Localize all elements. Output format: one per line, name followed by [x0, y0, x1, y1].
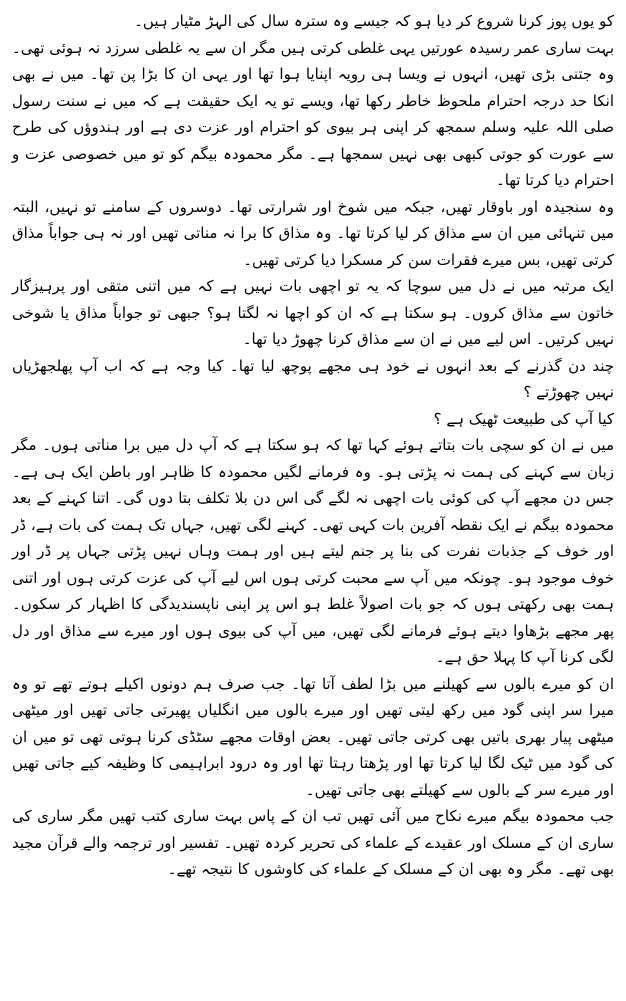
paragraph-4: ایک مرتبہ میں نے دل میں سوچا کہ یہ تو اچھی بات نہیں ہے کہ میں اتنی متقی اور پرہیزگار خاتون سے مذاق کروں۔ ہو سکتا ہے کہ ان کو اچھا نہ لگتا ہو؟ جبھی تو جواباً مذاق یا شوخی نہیں کرتیں۔ اس لیے میں نے ان سے مذاق کرنا چھوڑ دیا تھا۔	[12, 277, 614, 348]
paragraph-6: کیا آپ کی طبیعت ٹھیک ہے ؟	[433, 409, 614, 428]
paragraph-3: وہ سنجیدہ اور باوقار تھیں، جبکہ میں شوخ اور شرارتی تھا۔ دوسروں کے سامنے تو نہیں، البتہ میں تنہائی میں ان سے مذاق کر لیا کرتا تھا۔ وہ مذاق کا برا نہ مناتی تھیں اور نہ ہی جواباً مذاق کرتی تھیں، بس میرے فقرات سن کر مسکرا دیا کرتی تھیں۔	[12, 197, 614, 269]
paragraph-7: میں نے ان کو سچی بات بتاتے ہوئے کہا تھا کہ ہو سکتا ہے کہ آپ دل میں برا مناتی ہوں۔ مگر زبان سے کہنے کی ہمت نہ پڑتی ہو۔ وہ فرمانے لگیں محمودہ کا ظاہر اور باطن ایک ہی ہے۔ جس دن مجھے آپ کی کوئی بات اچھی نہ لگے گی اس دن بلا تکلف بتا دوں گی۔ اتنا کہنے کے بعد محمودہ بیگم نے ایک نقطہ آفرین بات کہی تھی۔ کہنے لگی تھیں، جہاں تک ہمت کی بات ہے، ڈر اور خوف کے جذبات نفرت کی بنا پر جنم لیتے ہیں اور ہمت وہاں نہیں پڑتی جہاں پر ڈر اور خوف موجود ہو۔ چونکہ میں آپ سے محبت کرتی ہوں اس لیے آپ کی عزت کرتی ہوں اور اتنی ہمت بھی رکھتی ہوں کہ جو بات اصولاً غلط ہو اس پر اپنی ناپسندیدگی کا اظہار کر سکوں۔ پھر مجھے بڑھاوا دیتے ہوئے فرمانے لگی تھیں، میں آپ کی بیوی ہوں اور میرے سے مذاق اور دل لگی کرنا آپ کا پہلا حق ہے۔	[12, 436, 614, 666]
paragraph-1: کو یوں پوز کرنا شروع کر دیا ہو کہ جیسے وہ سترہ سال کی الہڑ مٹیار ہیں۔	[134, 12, 614, 30]
paragraph-9: جب محمودہ بیگم میرے نکاح میں آئی تھیں تب ان کے پاس بہت ساری کتب تھیں مگر ساری کی ساری ان کے مسلک اور عقیدے کے علماء کی تحریر کردہ تھیں۔ تفسیر اور ترجمہ والے قرآن مجید بھی تھے۔ مگر وہ بھی ان کے مسلک کے علماء کی کاوشوں کا نتیجہ تھے۔	[12, 807, 614, 878]
paragraph-5: چند دن گذرنے کے بعد انہوں نے خود ہی مجھے پوچھ لیا تھا۔ کیا وجہ ہے کہ اب آپ پھلجھڑیاں نہیں چھوڑتے ؟	[12, 356, 614, 401]
paragraph-2: بہت ساری عمر رسیدہ عورتیں یہی غلطی کرتی ہیں مگر ان سے یہ غلطی سرزد نہ ہوئی تھی۔ وہ جتنی بڑی تھیں، انہوں نے ویسا ہی رویہ اپنایا ہوا تھا اور یہی ان کا بڑا پن تھا۔ میں نے بھی انکا حد درجہ احترام ملحوظ خاطر رکھا تھا، ویسے تو یہ ایک حقیقت ہے کہ میں نے سنت رسول صلی اللہ علیہ وسلم سمجھ کر اپنی ہر بیوی کو احترام اور عزت دی ہے اور ہندوؤں کی طرح سے عورت کو جوتی کبھی بھی نہیں سمجھا ہے۔ مگر محمودہ بیگم کو تو میں خصوصی عزت و احترام دیا کرتا تھا۔	[12, 38, 614, 189]
paragraph-8: ان کو میرے بالوں سے کھیلنے میں بڑا لطف آتا تھا۔ جب صرف ہم دونوں اکیلے ہوتے تھے تو وہ میرا سر اپنی گود میں رکھ لیتی تھیں اور میرے بالوں میں انگلیاں پھیرتی جاتی تھیں اور میٹھی میٹھی پیار بھری باتیں بھی کرتی جاتی تھیں۔ بعض اوقات مجھے سٹڈی کرنا ہوتی تھی تو میں ان کی گود میں ٹیک لگا لیا کرتا تھا اور پڑھتا رہتا تھا اور وہ درود ابراہیمی کا وظیفہ کیے جاتی تھیں اور میرے سر کے بالوں سے کھیلتے بھی جاتی تھیں۔	[12, 674, 614, 799]
